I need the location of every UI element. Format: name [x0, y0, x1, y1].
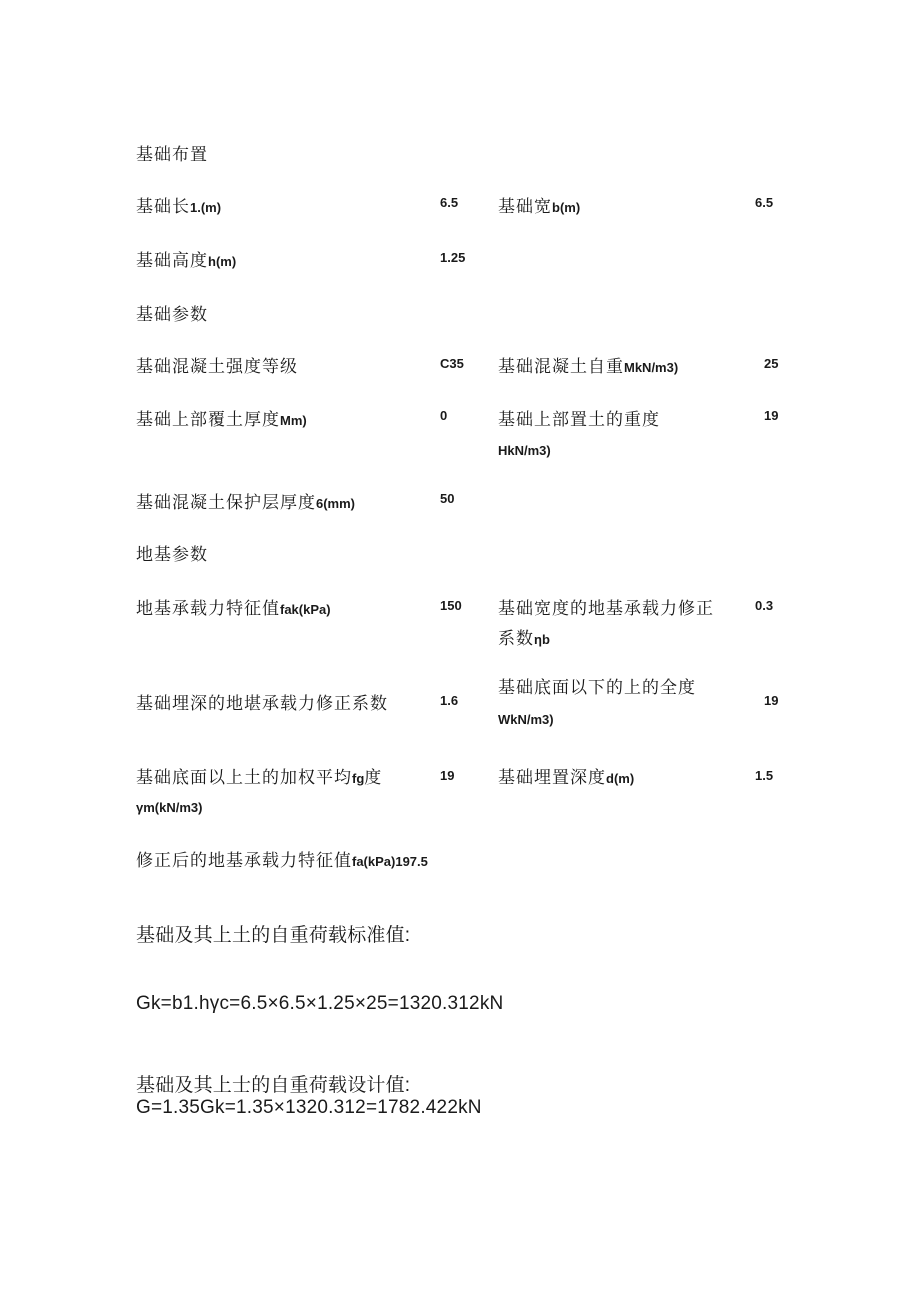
fa-row — [136, 846, 428, 871]
width-row-label — [498, 192, 580, 217]
length-row-label — [136, 192, 221, 217]
selfweight-unit: MkN/m3) — [624, 360, 679, 375]
selfweight-value: 25 — [764, 356, 779, 371]
protect-value: 50 — [440, 491, 455, 506]
height-row-label — [136, 246, 236, 271]
gamma-label: 基础底面以下的上的全度 — [498, 678, 696, 698]
depth-unit: d(m) — [606, 771, 635, 786]
fak-label: 地基承载力特征值 — [136, 599, 280, 619]
height-label: 基础高度 — [136, 251, 208, 271]
width-label: 基础宽 — [498, 197, 552, 217]
eta-b-label-line2: 系数 — [498, 629, 534, 649]
cover-soil-label: 基础上部覆土厚度 — [136, 410, 280, 430]
gamma-m-row-label — [136, 763, 382, 788]
grade-value: C35 — [440, 356, 464, 371]
eta-d-label: 基础埋深的地堪承载力修正系数 — [136, 694, 388, 714]
cover-soil-unit: Mm) — [280, 413, 307, 428]
gamma-m-label: 基础底面以上土的加权平均 — [136, 768, 352, 788]
protect-row-label — [136, 488, 355, 513]
gk-title: 基础及其上土的自重荷载标准值: — [136, 925, 411, 946]
eta-b-label-line1: 基础宽度的地基承载力修正 — [498, 599, 714, 619]
fa-unit-value: fa(kPa)197.5 — [352, 854, 428, 869]
gamma-value: 19 — [764, 693, 779, 708]
length-label: 基础长 — [136, 197, 190, 217]
fak-value: 150 — [440, 598, 462, 613]
soil-weight-label: 基础上部置土的重度 — [498, 410, 660, 430]
soil-weight-unit: HkN/m3) — [498, 443, 551, 458]
section-title-ground: 地基参数 — [136, 545, 208, 565]
protect-label: 基础混凝土保护层厚度 — [136, 493, 316, 513]
protect-unit: 6(mm) — [316, 496, 356, 511]
eta-b-row-line2 — [498, 624, 550, 649]
cover-soil-value: 0 — [440, 408, 448, 423]
section-title-layout: 基础布置 — [136, 145, 208, 165]
height-value: 1.25 — [440, 250, 466, 265]
gamma-unit: WkN/m3) — [498, 712, 554, 727]
gamma-m-value: 19 — [440, 768, 455, 783]
g-formula: G=1.35Gk=1.35×1320.312=1782.422kN — [136, 1097, 482, 1118]
selfweight-row-label — [498, 352, 678, 377]
grade-label: 基础混凝土强度等级 — [136, 357, 298, 377]
fak-unit: fak(kPa) — [280, 602, 331, 617]
fa-label: 修正后的地基承载力特征值 — [136, 851, 352, 871]
gamma-m-unit-b: γm(kN/m3) — [136, 800, 203, 815]
gamma-m-unit-a: fg — [352, 771, 365, 786]
width-unit: b(m) — [552, 200, 581, 215]
fak-row-label — [136, 594, 331, 619]
gk-formula: Gk=b1.hγc=6.5×6.5×1.25×25=1320.312kN — [136, 993, 504, 1014]
width-value: 6.5 — [755, 195, 774, 210]
depth-value: 1.5 — [755, 768, 774, 783]
height-unit: h(m) — [208, 254, 237, 269]
depth-label: 基础埋置深度 — [498, 768, 606, 788]
section-title-foundation: 基础参数 — [136, 305, 208, 325]
selfweight-label: 基础混凝土自重 — [498, 357, 624, 377]
eta-b-unit: ηb — [534, 632, 550, 647]
soil-weight-value: 19 — [764, 408, 779, 423]
g-title: 基础及其上士的自重荷载设计值: — [136, 1075, 411, 1096]
gamma-m-label-tail: 度 — [364, 768, 383, 788]
length-unit: 1.(m) — [190, 200, 222, 215]
eta-b-value: 0.3 — [755, 598, 774, 613]
eta-d-value: 1.6 — [440, 693, 459, 708]
length-value: 6.5 — [440, 195, 459, 210]
depth-row-label — [498, 763, 634, 788]
cover-soil-row-label — [136, 405, 307, 430]
